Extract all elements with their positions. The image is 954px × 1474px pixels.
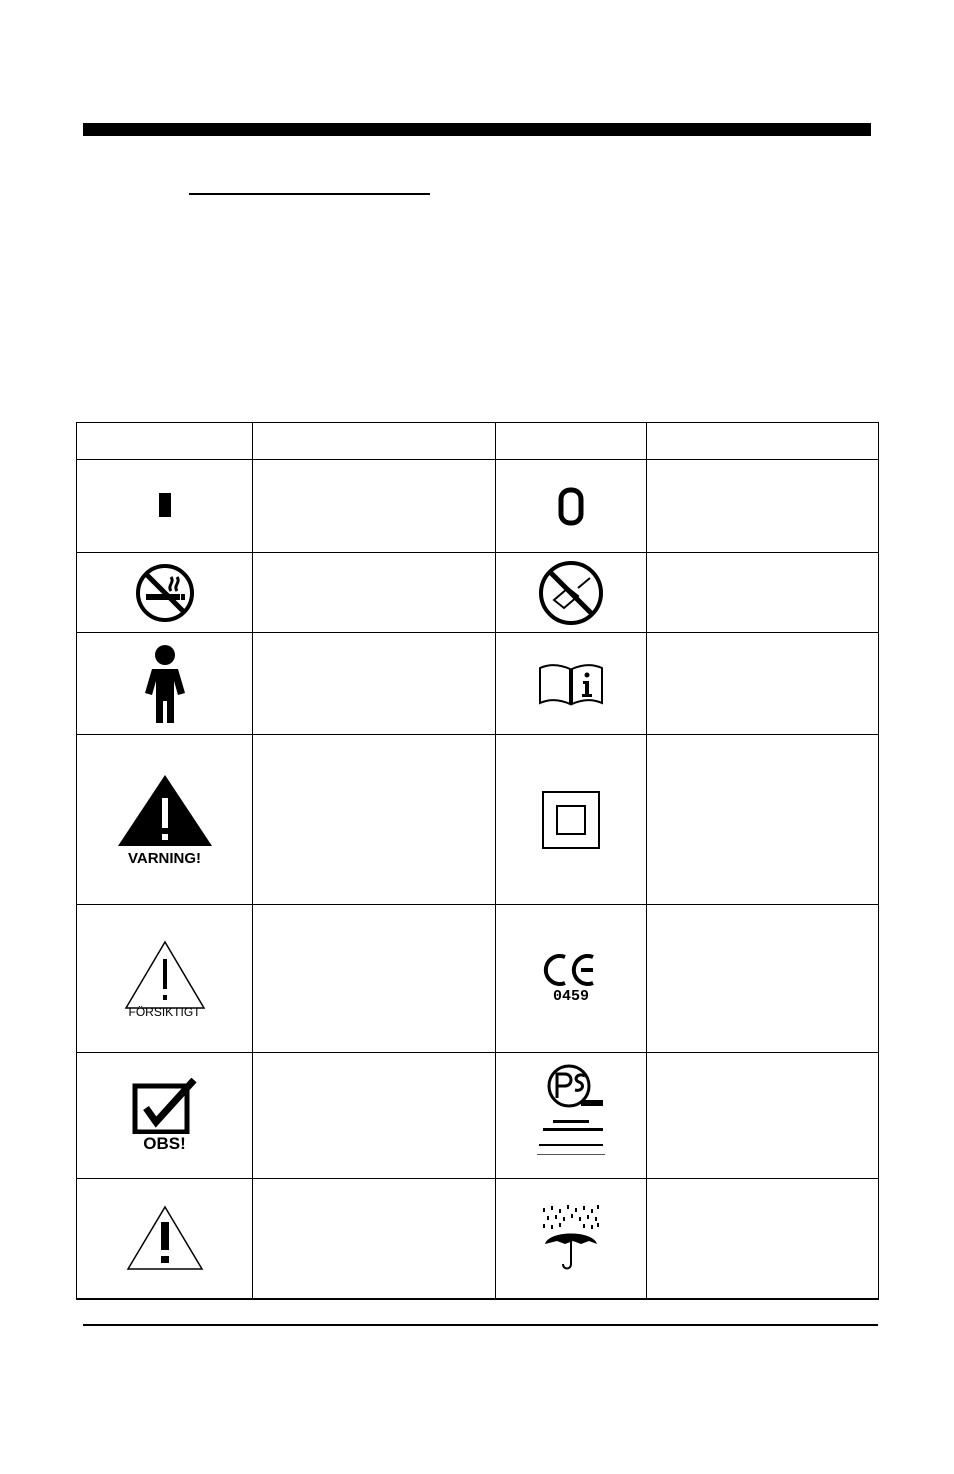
symbol-cell [496, 460, 647, 553]
symbol-cell [77, 460, 253, 553]
top-rule [83, 123, 871, 136]
symbol-cell [77, 1053, 253, 1179]
ce-number-label: 0459 [552, 988, 589, 1005]
child-figure-icon [140, 643, 190, 725]
description-cell [647, 1053, 879, 1179]
warning-label: VARNING! [127, 850, 202, 867]
caution-triangle-icon [123, 939, 207, 1011]
symbol-cell [496, 1053, 647, 1179]
description-cell [647, 553, 879, 633]
no-oil-lubricant-icon [536, 558, 606, 628]
read-manual-icon [537, 662, 605, 706]
table-row [77, 460, 879, 553]
attention-triangle-icon [125, 1204, 205, 1272]
description-cell [647, 735, 879, 905]
header-symbol-1 [77, 423, 253, 460]
description-cell [253, 633, 496, 735]
description-cell [253, 553, 496, 633]
symbol-cell [496, 1179, 647, 1299]
header-description-1 [253, 423, 496, 460]
description-cell [253, 1179, 496, 1299]
double-insulation-icon [541, 790, 601, 850]
table-row [77, 633, 879, 735]
description-cell [253, 1053, 496, 1179]
symbol-cell [77, 1179, 253, 1299]
symbol-cell [77, 905, 253, 1053]
description-cell [647, 905, 879, 1053]
heading-underline [189, 193, 430, 195]
header-description-2 [647, 423, 879, 460]
symbols-table [76, 422, 879, 1300]
table-header-row [77, 423, 879, 460]
symbol-cell [77, 553, 253, 633]
note-label: OBS! [143, 1133, 186, 1153]
symbol-cell [77, 735, 253, 905]
power-off-icon [551, 481, 591, 531]
description-cell [647, 633, 879, 735]
ce-mark-icon [543, 952, 599, 988]
no-smoking-icon [133, 561, 197, 625]
description-cell [253, 735, 496, 905]
table-row [77, 553, 879, 633]
header-symbol-2 [496, 423, 647, 460]
description-cell [253, 905, 496, 1053]
symbol-cell [496, 735, 647, 905]
caution-label: FÖRSIKTIGT [128, 1004, 201, 1019]
ps-certification-icon [525, 1062, 617, 1170]
keep-dry-umbrella-icon [539, 1204, 603, 1272]
description-cell [647, 1179, 879, 1299]
table-row [77, 1053, 879, 1179]
description-cell [253, 460, 496, 553]
warning-triangle-icon [115, 772, 215, 848]
symbol-cell [496, 905, 647, 1053]
table-row [77, 905, 879, 1053]
symbol-cell [496, 553, 647, 633]
power-on-icon [155, 486, 175, 526]
symbol-cell [77, 633, 253, 735]
table-row [77, 1179, 879, 1299]
note-checkbox-icon [132, 1078, 198, 1134]
table-row [77, 735, 879, 905]
symbol-cell [496, 633, 647, 735]
bottom-rule [83, 1324, 878, 1326]
description-cell [647, 460, 879, 553]
